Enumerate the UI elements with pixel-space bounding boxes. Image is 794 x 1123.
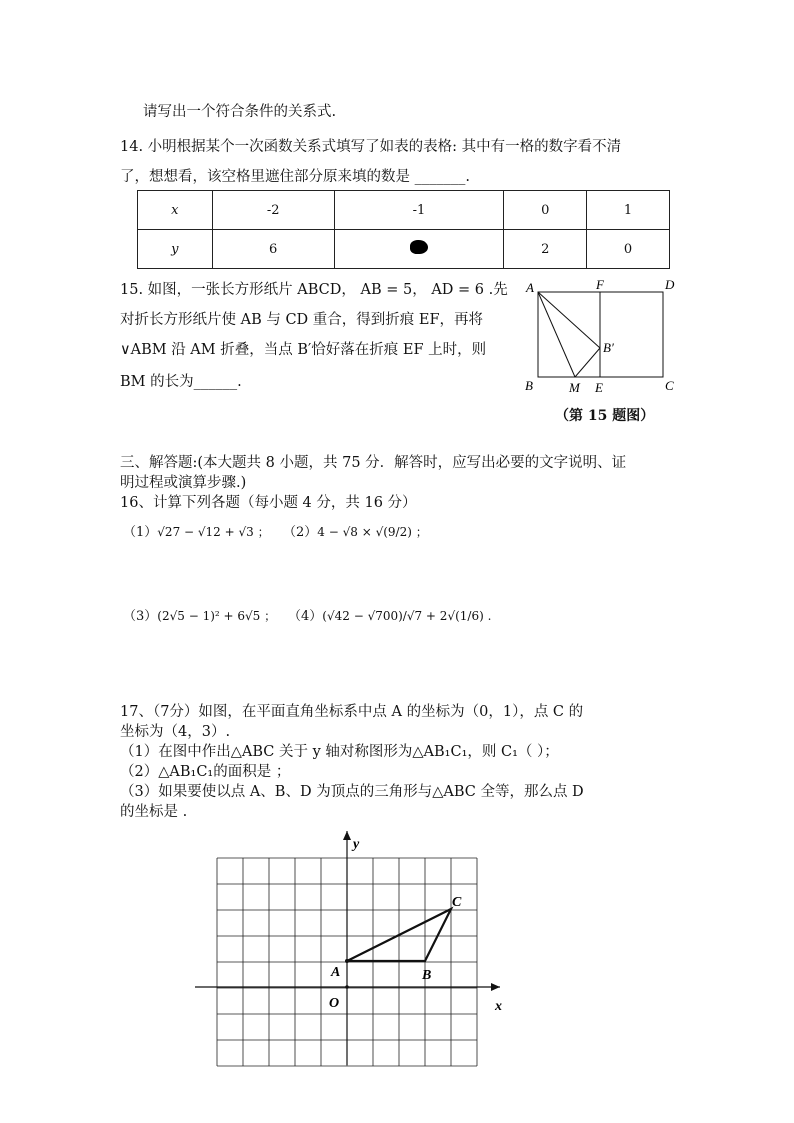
label-e: E	[595, 380, 603, 395]
q15-line4: BM 的长为______.	[120, 374, 242, 390]
table-cell: -1	[334, 191, 504, 230]
expression: (2√5 − 1)² + 6√5 ；	[157, 609, 277, 623]
origin-point	[345, 985, 349, 989]
table-cell: 0	[504, 191, 587, 230]
label-c: C	[452, 895, 462, 910]
part-label: （1）	[123, 525, 158, 540]
q17-sub2: （2）△AB₁C₁的面积是 ；	[120, 764, 291, 780]
q17-sub3b: 的坐标是 .	[120, 804, 188, 820]
label-m: M	[569, 380, 580, 395]
q17-sub3a: （3）如果要使以点 A、B、D 为顶点的三角形与△ABC 全等，那么点 D	[120, 784, 584, 800]
table-cell: 0	[587, 230, 670, 269]
label-f: F	[596, 277, 604, 292]
q15-line1: 15. 如图，一张长方形纸片 ABCD， AB = 5， AD = 6 .先	[120, 282, 508, 298]
axis-label-x: x	[495, 999, 502, 1014]
part-label: （2）	[283, 525, 318, 540]
label-b: B	[525, 378, 533, 393]
y-axis-arrow	[343, 831, 351, 840]
section3-line1: 三、解答题:(本大题共 8 小题，共 75 分．解答时，应写出必要的文字说明、证	[120, 455, 627, 471]
label-a: A	[526, 280, 534, 295]
q16-part4	[288, 605, 491, 624]
table-cell: y	[138, 230, 213, 269]
part-label: （3）	[123, 609, 158, 624]
x-axis-arrow	[491, 983, 500, 991]
part-label: （4）	[288, 609, 323, 624]
segment-abp	[538, 292, 600, 348]
table-cell: 1	[587, 191, 670, 230]
function-table	[137, 190, 670, 269]
expression: √27 − √12 + √3 ；	[157, 525, 270, 539]
q16-part2	[283, 521, 428, 540]
table-cell: 6	[212, 230, 334, 269]
q16-title: 16、计算下列各题（每小题 4 分，共 16 分）	[120, 495, 417, 511]
table-row-x	[138, 191, 670, 230]
ink-blot	[410, 240, 428, 254]
label-b: B	[422, 968, 432, 983]
section3-line2: 明过程或演算步骤.)	[120, 475, 247, 491]
q15-line3: ∨ABM 沿 AM 折叠，当点 B′恰好落在折痕 EF 上时，则	[120, 342, 487, 358]
expression: 4 − √8 × √(9/2) ；	[317, 525, 428, 539]
table-cell: x	[138, 191, 213, 230]
segment-mbp	[575, 348, 600, 377]
table-cell-obscured	[334, 230, 504, 269]
q17-line2: 坐标为（4，3）.	[120, 724, 231, 740]
table-row-y	[138, 230, 670, 269]
q16-part1	[123, 521, 270, 540]
q17-line1: 17、（7分）如图，在平面直角坐标系中点 A 的坐标为（0，1），点 C 的	[120, 704, 584, 720]
table-cell: -2	[212, 191, 334, 230]
label-origin: O	[329, 996, 340, 1011]
q17-sub1: （1）在图中作出△ABC 关于 y 轴对称图形为△AB₁C₁，则 C₁（ ）；	[120, 744, 559, 760]
q15-figure	[520, 274, 690, 398]
table-cell: 2	[504, 230, 587, 269]
q14-line2: 了，想想看，该空格里遮住部分原来填的数是 _______.	[120, 169, 470, 185]
q16-part3	[123, 605, 276, 624]
expression: (√42 − √700)/√7 + 2√(1/6) .	[322, 609, 492, 623]
label-d: D	[665, 277, 675, 292]
label-b-prime: B′	[603, 340, 614, 355]
q14-line1: 14. 小明根据某个一次函数关系式填写了如表的表格: 其中有一格的数字看不清	[120, 139, 622, 155]
segment-am	[538, 292, 575, 377]
q17-coordinate-grid	[195, 825, 525, 1070]
q15-line2: 对折长方形纸片使 AB 与 CD 重合，得到折痕 EF，再将	[120, 312, 484, 328]
axis-label-y: y	[353, 837, 360, 852]
label-c: C	[665, 378, 674, 393]
point-a	[345, 959, 349, 963]
q15-caption: （第 15 题图）	[555, 408, 655, 424]
q13-tail: 请写出一个符合条件的关系式.	[143, 104, 337, 120]
label-a: A	[331, 965, 341, 980]
